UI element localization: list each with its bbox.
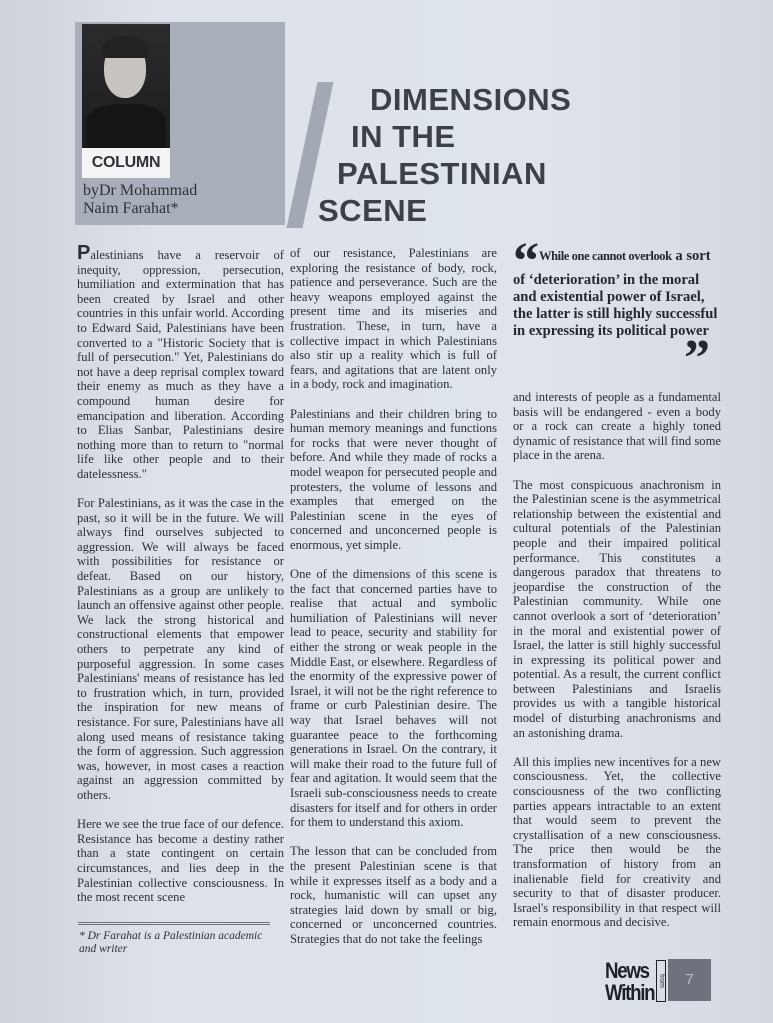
byline-line: Naim Farahat* <box>83 200 179 217</box>
close-quote-icon: ” <box>684 330 710 387</box>
article-column-2 <box>290 246 497 947</box>
article-column-1 <box>77 242 284 905</box>
footnote: * Dr Farahat is a Palestinian academic and writer <box>79 930 263 955</box>
byline-line: byDr Mohammad <box>83 182 198 199</box>
title-line: IN THE <box>351 119 456 154</box>
footnote-divider <box>78 922 270 925</box>
logo-word: Within <box>605 980 655 1005</box>
logo-word: News <box>605 958 649 983</box>
title-line: DIMENSIONS <box>370 82 572 117</box>
title-line: PALESTINIAN <box>337 156 547 191</box>
pull-quote <box>513 233 720 387</box>
paragraph: For Palestinians, as it was the case in the past, so it will be in the future. We will always find ourselves subjected to aggression. We will always be faced with possibilities for resistance or defeat. Based on our history, Palestinians as a group are unlikely to launch an offensive against other people. We lack the strong historical and constructional elements that empower others to perpetrate any kind of purposeful aggression. In some cases Palestinians' means of resistance has led to frustration which, in turn, provided the inspiration for new means of resistance. For sure, Palestinians have all along used means of resistance taking the form of aggression. Such aggression was, however, in most cases a reaction against an aggression committed by others. <box>77 496 284 802</box>
paragraph: of our resistance, Palestinians are exploring the resistance of body, rock, patience and perseverance. Such are the heavy weapons employed against the present time and its miseries and frustration. These, in turn, have a collective impact in which Palestinians also stir up a reality which is full of fears, and agitations that are latent only in a body, rock and imagination. <box>290 246 497 392</box>
paragraph: Palestinians and their children bring to human memory meanings and functions for rocks that were never thought of before. And while they made of rocks a model weapon for persecuted people and protesters, the volume of lessons and examples that emerged on the Palestinian scene in the eyes of concerned and unconcerned people is enormous, yet simple. <box>290 406 497 552</box>
article-column-3 <box>513 390 721 930</box>
paragraph: and interests of people as a fundamental basis will be endangered - even a body or a rock can create a highly toned dynamic of resistance that will find some place in the arena. <box>513 390 721 463</box>
pull-quote-text: a sort of ‘deterioration’ in the moral and existential power of Israel, the latter is still highly successful in expressing its political power <box>513 248 718 339</box>
paragraph: Here we see the true face of our defence. Resistance has become a destiny rather than a state contingent on certain circumstances, and lies deep in the Palestinian collective consciousness. In the most recent scene <box>77 817 284 905</box>
paragraph: The most conspicuous anachronism in the Palestinian scene is the asymmetrical relationship between the existential and cultural potentials of the Palestinian people and their impaired political performance. This constitutes a dangerous paradox that threatens to jeopardise the construction of the Palestinian community. While one cannot overlook a sort of ‘deterioration’ in the moral and existential power of Israel, the latter is still highly successful in expressing its political power and potential. As a result, the current conflict between Palestinians and Israelis provides us with a tangible historical model of disturbing anachronisms and an astonishing drama. <box>513 477 721 740</box>
publication-logo <box>605 960 654 1004</box>
author-photo <box>82 24 170 148</box>
paragraph: The lesson that can be concluded from the present Palestinian scene is that while it expresses itself as a body and a rock, humanistic will can upset any strategies laid down by small or big, concerned or unconcerned countries. Strategies that do not take the feelings <box>290 844 497 946</box>
byline <box>83 182 197 218</box>
paragraph: Palestinians have a reservoir of inequity, oppression, persecution, humiliation and extermination that has been created by Israel and other countries in this unfair world. According to Edward Said, Palestinians have been converted to a "Historic Society that is full of persecution." Yet, Palestinians do not have a deep reprisal complex toward their enemy as much as they have a compound human desire for emancipation and liberation. According to Elias Sanbar, Palestinians desire nothing more than to return to "normal life like other people and to their datelessness." <box>77 242 284 481</box>
title-line: SCENE <box>318 193 428 228</box>
paragraph: All this implies new incentives for a new consciousness. Yet, the collective consciousness of the two conflicting parties appears intractable to an extent that would seem to prevent the crystallisation of a new consciousness. The price then would be the transformation of history from an inalienable field for creativity and security to that of disaster producer. Israel's responsibility in that respect will remain enormous and decisive. <box>513 754 721 930</box>
open-quote-icon: “ <box>513 233 533 290</box>
paragraph: One of the dimensions of this scene is the fact that concerned parties have to realise that actual and symbolic humiliation of Palestinians will never lead to peace, security and stability for either the strong or weak people in the Middle East, or elsewhere. Regardless of the enormity of the expressive power of Israel, it will not be the right reference to frame or curb Palestinian desire. The way that Israel behaves will not guarantee peace to the forthcoming generations in Israel. On the contrary, it will make their road to the future full of fear and agitation. It would seem that the Israeli sub-consciousness needs to create disasters for itself and for others in order for them to understand this axiom. <box>290 567 497 830</box>
drop-cap: P <box>77 242 91 264</box>
section-label: COLUMN <box>82 148 170 178</box>
pull-quote-lead: While one cannot overlook <box>539 249 672 263</box>
logo-small-text: from <box>656 960 666 1002</box>
page-number: 7 <box>668 959 711 1001</box>
